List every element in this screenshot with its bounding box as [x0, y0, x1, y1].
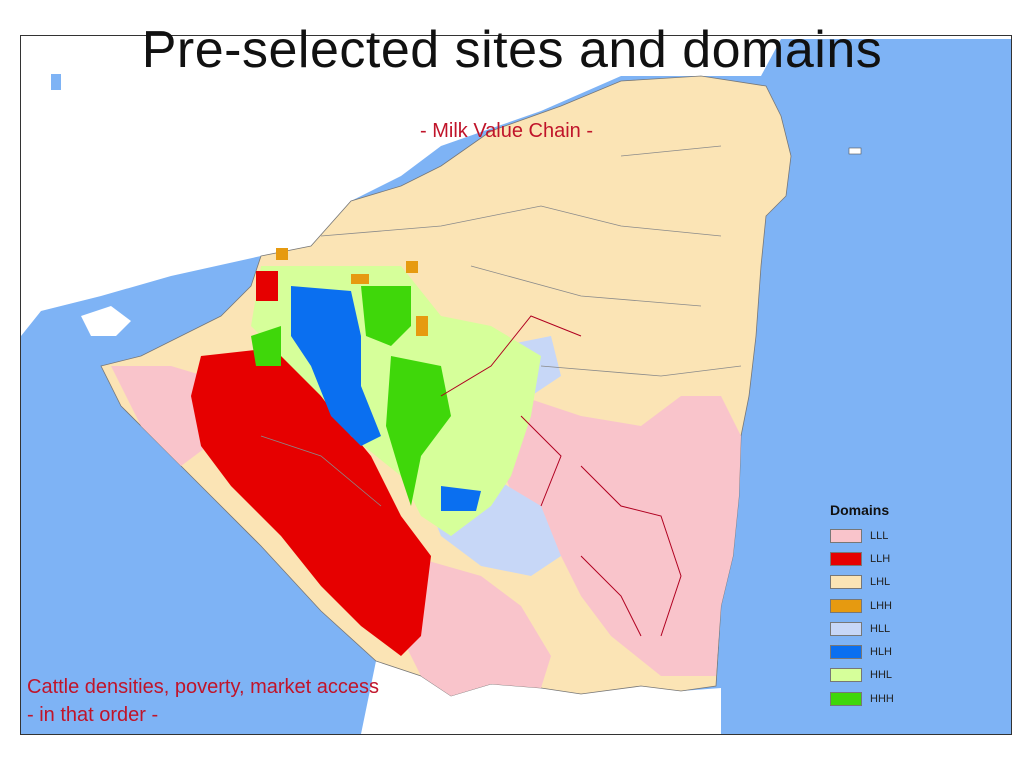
- legend-label: HLH: [870, 646, 893, 659]
- legend-label: LHH: [870, 599, 893, 612]
- gulf-islands: [81, 306, 131, 336]
- region-lhh-4: [351, 274, 369, 284]
- legend-swatch: [830, 622, 862, 636]
- caption-line-2: - in that order -: [27, 704, 159, 726]
- legend-title: Domains: [830, 502, 890, 518]
- legend-item-lll: [830, 524, 894, 547]
- legend-item-hhl: [830, 664, 894, 687]
- region-lhh-3: [416, 316, 428, 336]
- legend-item-hlh: [830, 640, 894, 663]
- legend-swatch: [830, 529, 862, 543]
- legend-item-llh: [830, 547, 894, 570]
- legend-swatch: [830, 645, 862, 659]
- legend-swatch: [830, 575, 862, 589]
- legend-rows: [830, 524, 894, 710]
- slide-subtitle: - Milk Value Chain -: [420, 120, 594, 142]
- legend: [830, 502, 894, 710]
- island-east-1: [849, 148, 861, 154]
- region-llh-north: [256, 271, 278, 301]
- legend-item-lhh: [830, 594, 894, 617]
- region-lhh-2: [406, 261, 418, 273]
- caption-note: [27, 673, 379, 729]
- legend-label: HHL: [870, 669, 893, 682]
- region-lhh-1: [276, 248, 288, 260]
- legend-label: HLL: [870, 622, 891, 635]
- legend-label: LLH: [870, 552, 891, 565]
- legend-swatch: [830, 668, 862, 682]
- legend-label: LHL: [870, 576, 891, 589]
- legend-item-hhh: [830, 687, 894, 710]
- legend-swatch: [830, 552, 862, 566]
- legend-item-hll: [830, 617, 894, 640]
- legend-swatch: [830, 599, 862, 613]
- legend-swatch: [830, 692, 862, 706]
- legend-label: LLL: [870, 529, 889, 542]
- legend-item-lhl: [830, 571, 894, 594]
- legend-label: HHH: [870, 692, 894, 705]
- caption-line-1: Cattle densities, poverty, market access: [27, 676, 379, 698]
- slide-title: Pre-selected sites and domains: [141, 21, 883, 79]
